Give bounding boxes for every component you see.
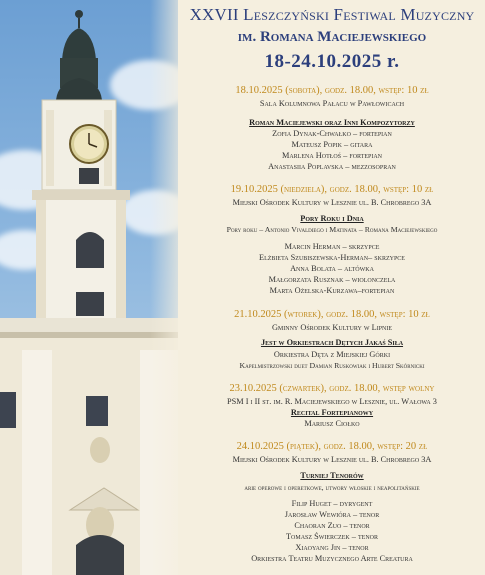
festival-dates: 18-24.10.2025 r.: [264, 51, 400, 72]
event-5-date: 24.10.2025 (piątek), godz. 18.00, wstęp: 20 zł: [236, 441, 428, 452]
event-3-venue: Gminny Ośrodek Kultury w Lipnie: [271, 323, 393, 332]
event-5-program-detail: arie operowe i operetkowe, utwory włoskie i neapolitańskie: [244, 483, 420, 492]
event-1-venue: Sala Kolumnowa Pałacu w Pawłowicach: [259, 99, 405, 108]
event-3-performer: Orkiestra Dęta z Miejskiej Górki: [273, 350, 391, 359]
town-hall-tower-photo: [0, 0, 178, 575]
event-5-venue: Miejski Ośrodek Kultury w Lesznie ul. B. Chrobrego 3A: [232, 455, 432, 464]
event-5-performer: Tomasz Świerczek – tenor: [285, 532, 379, 541]
event-2-performer: Elżbieta Szubiszewska-Herman– skrzypce: [259, 253, 405, 262]
event-1-performer: Mateusz Popik – gitara: [291, 140, 373, 149]
event-5-performer: Orkiestra Teatru Muzycznego Arte Creatura: [251, 554, 413, 563]
event-3-performer: Kapelmistrzowski duet Damian Ruskowiak i Hubert Skórnicki: [239, 361, 425, 370]
event-2-program-detail: Pory roku – Antonio Vivaldiego i Matinata – Romana Maciejewskiego: [226, 225, 438, 234]
event-2-performer: Marta Ożelska-Kurzawa–fortepian: [269, 286, 395, 295]
event-5-program: Turniej Tenorów: [300, 471, 364, 480]
event-4-program: Recital Fortepianowy: [290, 408, 374, 417]
event-5-performer: Filip Huget – dyrygent: [291, 499, 373, 508]
event-2-venue: Miejski Ośrodek Kultury w Lesznie ul. B. Chrobrego 3A: [232, 198, 432, 207]
event-2-performer: Małgorzata Rusznak – wiolonczela: [268, 275, 396, 284]
event-2-date: 19.10.2025 (niedziela), godz. 18.00, wstęp: 10 zł: [230, 184, 434, 195]
event-1-performer: Zofia Dynak-Chwałko – fortepian: [272, 129, 392, 138]
event-2-performer: Marcin Herman – skrzypce: [284, 242, 380, 251]
event-5-performer: Xiaoyang Jin – tenor: [295, 543, 369, 552]
festival-subtitle: im. Romana Maciejewskiego: [237, 29, 427, 45]
festival-title: XXVII Leszczyński Festiwal Muzyczny: [189, 5, 475, 24]
festival-program: [184, 0, 480, 575]
event-1-performer: Marlena Hotłoś – fortepian: [281, 151, 383, 160]
event-1-program: Roman Maciejewski oraz Inni Kompozytorzy: [249, 118, 415, 127]
event-3-date: 21.10.2025 (wtorek), godz. 18.00, wstęp: 10 zł: [234, 309, 430, 320]
event-2-program: Pory Roku i Dnia: [300, 214, 364, 223]
event-1-performer: Anastasiia Poplavska – mezzosopran: [268, 162, 396, 171]
event-4-venue: PSM I i II st. im. R. Maciejewskiego w Lesznie, ul. Wałowa 3: [227, 397, 437, 406]
event-4-date: 23.10.2025 (czwartek), godz. 18.00, wstęp wolny: [229, 383, 435, 394]
event-3-program: Jest w Orkiestrach Dętych Jakaś Siła: [260, 338, 404, 347]
event-5-performer: Jarosław Wewiórа – tenor: [284, 510, 380, 519]
event-2-performer: Anna Bolata – altówka: [290, 264, 374, 273]
event-4-performer: Mariusz Ciołko: [304, 419, 360, 428]
event-1-date: 18.10.2025 (sobota), godz. 18.00, wstęp: 10 zł: [235, 85, 429, 96]
event-5-performer: Chaoran Zuo – tenor: [294, 521, 370, 530]
